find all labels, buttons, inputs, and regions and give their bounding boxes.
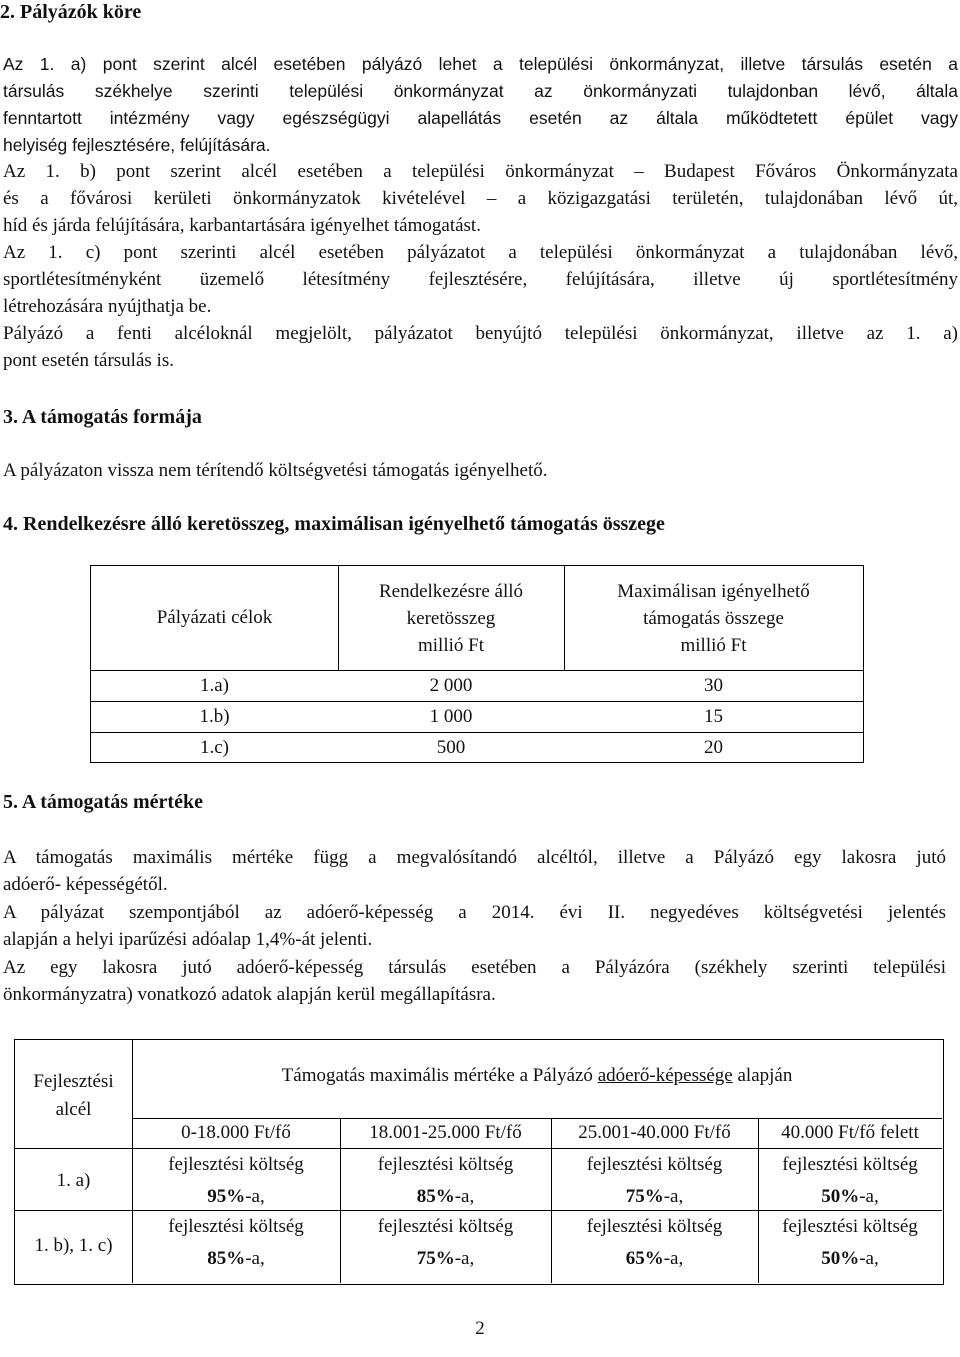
header-cell-budget (338, 578, 564, 659)
cost-label: fejlesztési költség (586, 1154, 723, 1175)
cost-label: fejlesztési költség (782, 1216, 918, 1237)
text-line: fenntartott intézmény vagy egészségügyi alapellátás esetén az általa működtetett épület vagy (3, 108, 958, 128)
rate-value (758, 1247, 942, 1271)
cost-label: fejlesztési költség (168, 1154, 304, 1175)
band-cell: 25.001-40.000 Ft/fő (578, 1122, 731, 1143)
text-line: Az 1. a) pont szerint alcél esetében pályázó lehet a települési önkormányzat, illetve társulás esetén a (3, 54, 958, 74)
row-label: 1. a) (56, 1170, 91, 1191)
row-goal: 1.a) (199, 675, 229, 696)
rate-percent: 85% (416, 1186, 455, 1207)
rate-suffix: -a, (454, 1248, 475, 1269)
rate-percent: 65% (625, 1248, 664, 1269)
row-goal: 1.b) (199, 706, 230, 727)
rate-value (340, 1185, 551, 1209)
header-text: millió Ft (680, 635, 747, 656)
row-budget: 1 000 (429, 706, 473, 727)
rate-cell (340, 1153, 551, 1209)
header-cell-title (132, 1064, 942, 1088)
rate-cell (340, 1215, 551, 1271)
section-2-heading: 2. Pályázók köre (0, 1, 142, 23)
text-line: Az egy lakosra jutó adóerő-képesség társulás esetében a Pályázóra (székhely szerinti települési (3, 957, 946, 978)
rate-value (132, 1185, 340, 1209)
title-text: alapján (732, 1065, 793, 1086)
row-max: 30 (704, 675, 723, 696)
rate-percent: 75% (416, 1248, 455, 1269)
title-text: Támogatás maximális mértéke a Pályázó (281, 1065, 598, 1086)
header-text: alcél (55, 1099, 92, 1120)
rate-percent: 75% (625, 1186, 664, 1207)
text-line: Az 1. b) pont szerint alcél esetében a települési önkormányzat – Budapest Főváros Önkormányzata (3, 161, 958, 182)
rate-percent: 85% (207, 1248, 246, 1269)
text-line: sportlétesítményként üzemelő létesítmény fejlesztésére, felújítására, illetve új sportlétesítmény (3, 269, 958, 290)
cost-label: fejlesztési költség (168, 1216, 304, 1237)
support-rate-table (14, 1039, 944, 1285)
header-text: Maximálisan igényelhető (617, 581, 810, 602)
section-5-heading: 5. A támogatás mértéke (3, 791, 203, 813)
cost-label: fejlesztési költség (586, 1216, 723, 1237)
text-line: Az 1. c) pont szerinti alcél esetében pályázatot a települési önkormányzat a tulajdonában lévő, (3, 242, 958, 263)
band-cell: 40.000 Ft/fő felett (781, 1122, 919, 1143)
row-max: 20 (704, 737, 723, 758)
rate-value (132, 1247, 340, 1271)
rate-suffix: -a, (663, 1186, 684, 1207)
table-divider (15, 1148, 132, 1149)
text-line: Pályázó a fenti alcéloknál megjelölt, pályázatot benyújtó települési önkormányzat, illetve az 1. a) (3, 323, 958, 344)
row-max: 15 (704, 706, 723, 727)
rate-suffix: -a, (859, 1248, 879, 1269)
text-line: adóerő- képességétől. (3, 874, 168, 895)
row-budget: 500 (436, 737, 466, 758)
row-label: 1. b), 1. c) (34, 1235, 113, 1256)
header-text: Rendelkezésre álló (378, 581, 523, 602)
table-divider (132, 1118, 942, 1119)
funding-table (90, 565, 864, 763)
table-divider (132, 1148, 942, 1149)
rate-value (340, 1247, 551, 1271)
cost-label: fejlesztési költség (782, 1154, 918, 1175)
text-line: A pályázat szempontjából az adóerő-képesség a 2014. évi II. negyedéves költségvetési jelentés (3, 902, 946, 923)
text-line: pont esetén társulás is. (3, 350, 174, 371)
rate-value (551, 1185, 758, 1209)
rate-suffix: -a, (663, 1248, 684, 1269)
header-text: keretösszeg (406, 608, 496, 629)
text-line: híd és járda felújítására, karbantartására igényelhet támogatást. (3, 215, 481, 236)
rate-cell (758, 1153, 942, 1209)
text-line: helyiség fejlesztésére, felújítására. (3, 135, 271, 155)
table-divider (15, 1210, 132, 1211)
rate-percent: 50% (821, 1248, 860, 1269)
rate-value (551, 1247, 758, 1271)
rate-suffix: -a, (454, 1186, 475, 1207)
section-3-text: A pályázaton vissza nem térítendő költségvetési támogatás igényelhető. (3, 460, 548, 481)
rate-cell (132, 1153, 340, 1209)
rate-cell (551, 1153, 758, 1209)
table-divider (132, 1210, 942, 1211)
section-3-heading: 3. A támogatás formája (3, 406, 202, 428)
text-line: A támogatás maximális mértéke függ a megvalósítandó alcéltól, illetve a Pályázó egy lakosra jutó (3, 847, 946, 868)
header-text: millió Ft (418, 635, 484, 656)
rate-percent: 95% (207, 1186, 246, 1207)
header-text: Fejlesztési (33, 1071, 114, 1092)
title-underlined-text: adóerő-képessége (597, 1065, 733, 1086)
header-cell-goal (15, 1068, 132, 1124)
header-cell-goals: Pályázati célok (156, 607, 273, 628)
text-line: és a fővárosi kerületi önkormányzatok kivételével – a közigazgatási területén, tulajdonában lévő út, (3, 188, 958, 209)
text-line: társulás székhelye szerinti települési önkormányzat az önkormányzati tulajdonban lévő, általa (3, 81, 958, 101)
text-line: létrehozására nyújthatja be. (3, 296, 212, 317)
rate-cell (132, 1215, 340, 1271)
row-goal: 1.c) (199, 737, 229, 758)
cost-label: fejlesztési költség (377, 1216, 514, 1237)
text-line: alapján a helyi iparűzési adóalap 1,4%-át jelenti. (3, 929, 373, 950)
rate-cell (758, 1215, 942, 1271)
rate-suffix: -a, (245, 1186, 265, 1207)
rate-percent: 50% (821, 1186, 860, 1207)
rate-suffix: -a, (859, 1186, 879, 1207)
rate-value (758, 1185, 942, 1209)
text-line: önkormányzatra) vonatkozó adatok alapján kerül megállapításra. (3, 984, 496, 1005)
rate-cell (551, 1215, 758, 1271)
header-text: támogatás összege (643, 608, 784, 629)
cost-label: fejlesztési költség (377, 1154, 514, 1175)
section-4-heading: 4. Rendelkezésre álló keretösszeg, maximálisan igényelhető támogatás összege (3, 513, 665, 535)
header-cell-max-amount (564, 578, 863, 659)
band-cell: 18.001-25.000 Ft/fő (369, 1122, 522, 1143)
rate-suffix: -a, (245, 1248, 265, 1269)
page-number: 2 (475, 1318, 485, 1339)
row-budget: 2 000 (429, 675, 473, 696)
band-cell: 0-18.000 Ft/fő (181, 1122, 291, 1143)
